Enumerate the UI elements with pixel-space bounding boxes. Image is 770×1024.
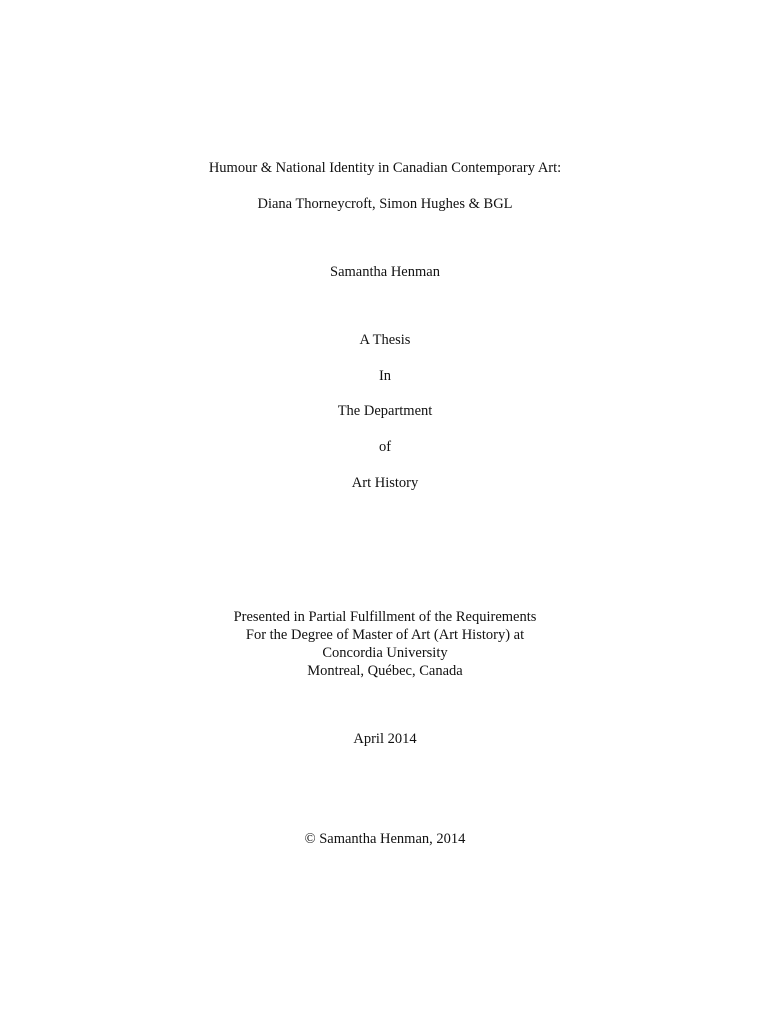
thesis-of: of	[378, 439, 392, 455]
department-name: Art History	[351, 475, 419, 491]
presentation-line-1: Presented in Partial Fulfillment of the Requirements	[233, 609, 537, 625]
submission-date: April 2014	[353, 731, 417, 747]
thesis-department: The Department	[337, 403, 433, 419]
title-line-2: Diana Thorneycroft, Simon Hughes & BGL	[257, 196, 513, 212]
thesis-in: In	[378, 368, 392, 384]
presentation-line-3: Concordia University	[322, 645, 448, 661]
title-line-1: Humour & National Identity in Canadian Contemporary Art:	[208, 160, 562, 176]
presentation-line-2: For the Degree of Master of Art (Art History) at	[245, 627, 525, 643]
thesis-label: A Thesis	[359, 332, 411, 348]
presentation-statement	[0, 608, 770, 680]
presentation-line-4: Montreal, Québec, Canada	[307, 663, 463, 679]
copyright-notice: © Samantha Henman, 2014	[304, 831, 466, 847]
author-name: Samantha Henman	[330, 264, 440, 280]
